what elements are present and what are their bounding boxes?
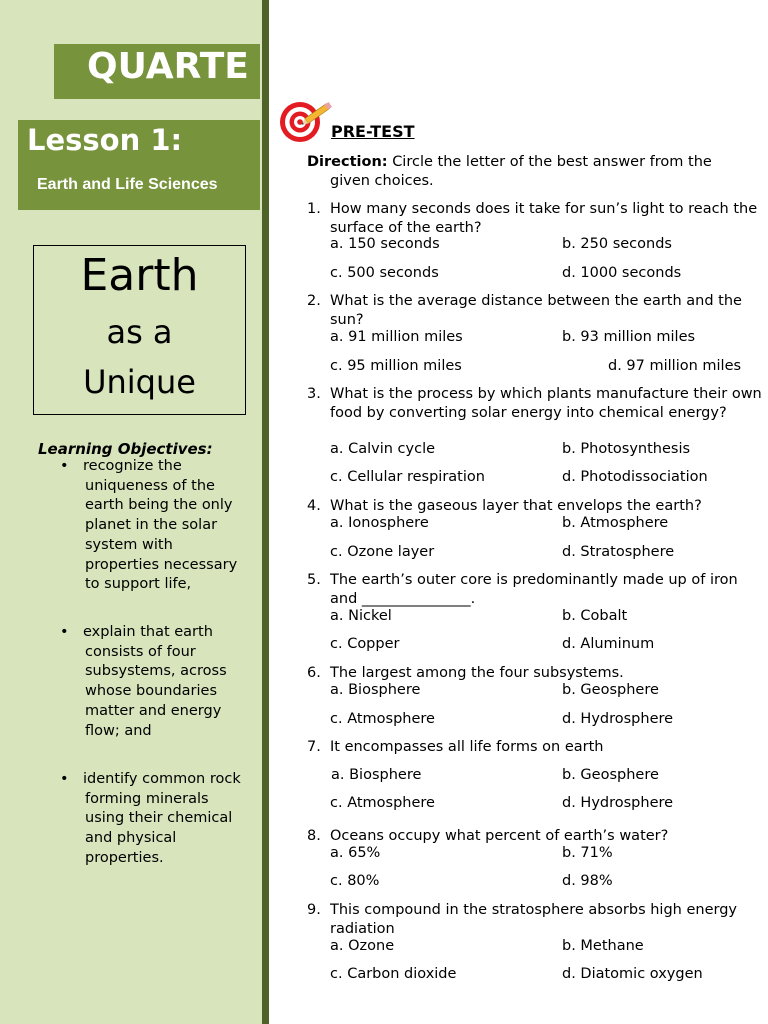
objective-text: explain that earth consists of four subsystems, across whose boundaries matter and energy flow; and	[83, 624, 227, 739]
answer-option[interactable]: d. Aluminum	[562, 636, 655, 652]
question-number: 2.	[307, 293, 321, 309]
objective-item	[60, 770, 250, 869]
question-number: 1.	[307, 201, 321, 217]
answer-option[interactable]: b. Atmosphere	[562, 515, 669, 531]
answer-option[interactable]: a. Nickel	[330, 608, 392, 624]
topic-line-3: Unique	[83, 363, 196, 401]
answer-option[interactable]: b. Photosynthesis	[562, 441, 691, 457]
bullet-icon: •	[60, 458, 69, 474]
direction	[307, 153, 762, 191]
answer-option[interactable]: c. 95 million miles	[330, 358, 462, 374]
answer-option[interactable]: d. Diatomic oxygen	[562, 966, 703, 982]
question-7	[307, 738, 767, 757]
objective-text: identify common rock forming minerals using their chemical and physical properties.	[83, 771, 241, 866]
question-number: 8.	[307, 828, 321, 844]
sidebar-divider	[262, 0, 269, 1024]
question-stem: The earth’s outer core is predominantly made up of iron and _______________.	[330, 572, 738, 607]
answer-option[interactable]: c. Atmosphere	[330, 711, 435, 727]
answer-option[interactable]: a. 65%	[330, 845, 381, 861]
answer-option[interactable]: a. Calvin cycle	[330, 441, 436, 457]
question-number: 3.	[307, 386, 321, 402]
question-3	[307, 385, 767, 422]
answer-option[interactable]: d. 1000 seconds	[562, 265, 682, 281]
question-stem: The largest among the four subsystems.	[330, 665, 624, 681]
answer-option[interactable]: d. Hydrosphere	[562, 711, 674, 727]
objectives-heading: Learning Objectives:	[38, 440, 213, 458]
question-2	[307, 292, 767, 329]
question-number: 4.	[307, 498, 321, 514]
answer-option[interactable]: b. Cobalt	[562, 608, 628, 624]
answer-option[interactable]: c. Cellular respiration	[330, 469, 485, 485]
direction-label: Direction:	[307, 154, 388, 170]
question-stem: It encompasses all life forms on earth	[330, 739, 604, 755]
direction-text: Circle the letter of the best answer from the	[392, 154, 712, 170]
answer-option[interactable]: a. Ozone	[330, 938, 395, 954]
question-6	[307, 664, 767, 683]
question-stem: What is the average distance between the earth and the sun?	[330, 293, 742, 328]
topic-line-1: Earth	[80, 250, 199, 301]
target-with-pencil-icon	[278, 99, 336, 143]
answer-option[interactable]: c. Ozone layer	[330, 544, 435, 560]
answer-option[interactable]: d. Stratosphere	[562, 544, 675, 560]
direction-text-continued: given choices.	[330, 173, 434, 189]
answer-option[interactable]: d. Photodissociation	[562, 469, 708, 485]
question-4	[307, 497, 767, 516]
question-stem: How many seconds does it take for sun’s light to reach the surface of the earth?	[330, 201, 758, 236]
answer-option[interactable]: b. Methane	[562, 938, 644, 954]
question-8	[307, 827, 767, 846]
question-stem: What is the process by which plants manufacture their own food by converting solar energy into chemical energy?	[330, 386, 762, 421]
answer-option[interactable]: c. 80%	[330, 873, 380, 889]
answer-option[interactable]: c. 500 seconds	[330, 265, 439, 281]
answer-option[interactable]: c. Atmosphere	[330, 795, 435, 811]
question-number: 6.	[307, 665, 321, 681]
answer-option[interactable]: d. 97 million miles	[608, 358, 742, 374]
topic-line-2: as a	[106, 313, 173, 351]
answer-option[interactable]: d. 98%	[562, 873, 613, 889]
lesson-box	[18, 120, 260, 210]
lesson-title: Lesson 1:	[27, 123, 183, 157]
answer-option[interactable]: c. Copper	[330, 636, 400, 652]
objective-text: recognize the uniqueness of the earth being the only planet in the solar system with properties necessary to support life,	[83, 458, 238, 593]
question-stem: Oceans occupy what percent of earth’s water?	[330, 828, 669, 844]
answer-option[interactable]: b. 71%	[562, 845, 613, 861]
answer-option[interactable]: b. Geosphere	[562, 767, 659, 783]
lesson-subtitle: Earth and Life Sciences	[37, 176, 218, 193]
answer-option[interactable]: b. Geosphere	[562, 682, 659, 698]
answer-option[interactable]: a. 150 seconds	[330, 236, 440, 252]
answer-option[interactable]: a. Biosphere	[331, 767, 422, 783]
question-stem: This compound in the stratosphere absorbs high energy radiation	[330, 902, 737, 937]
question-number: 5.	[307, 572, 321, 588]
lesson-topic-box	[33, 245, 246, 415]
answer-option[interactable]: a. Biosphere	[330, 682, 421, 698]
objective-item	[60, 623, 250, 741]
question-5	[307, 571, 767, 608]
pretest-title: PRE-TEST	[331, 122, 415, 141]
answer-option[interactable]: a. Ionosphere	[330, 515, 429, 531]
question-1	[307, 200, 767, 237]
question-stem: What is the gaseous layer that envelops the earth?	[330, 498, 702, 514]
bullet-icon: •	[60, 624, 69, 640]
quarter-banner: QUARTE	[54, 44, 260, 99]
question-number: 7.	[307, 739, 321, 755]
question-number: 9.	[307, 902, 321, 918]
answer-option[interactable]: c. Carbon dioxide	[330, 966, 457, 982]
answer-option[interactable]: b. 250 seconds	[562, 236, 672, 252]
answer-option[interactable]: b. 93 million miles	[562, 329, 696, 345]
question-9	[307, 901, 767, 938]
answer-option[interactable]: a. 91 million miles	[330, 329, 463, 345]
bullet-icon: •	[60, 771, 69, 787]
objective-item	[60, 457, 250, 595]
answer-option[interactable]: d. Hydrosphere	[562, 795, 674, 811]
